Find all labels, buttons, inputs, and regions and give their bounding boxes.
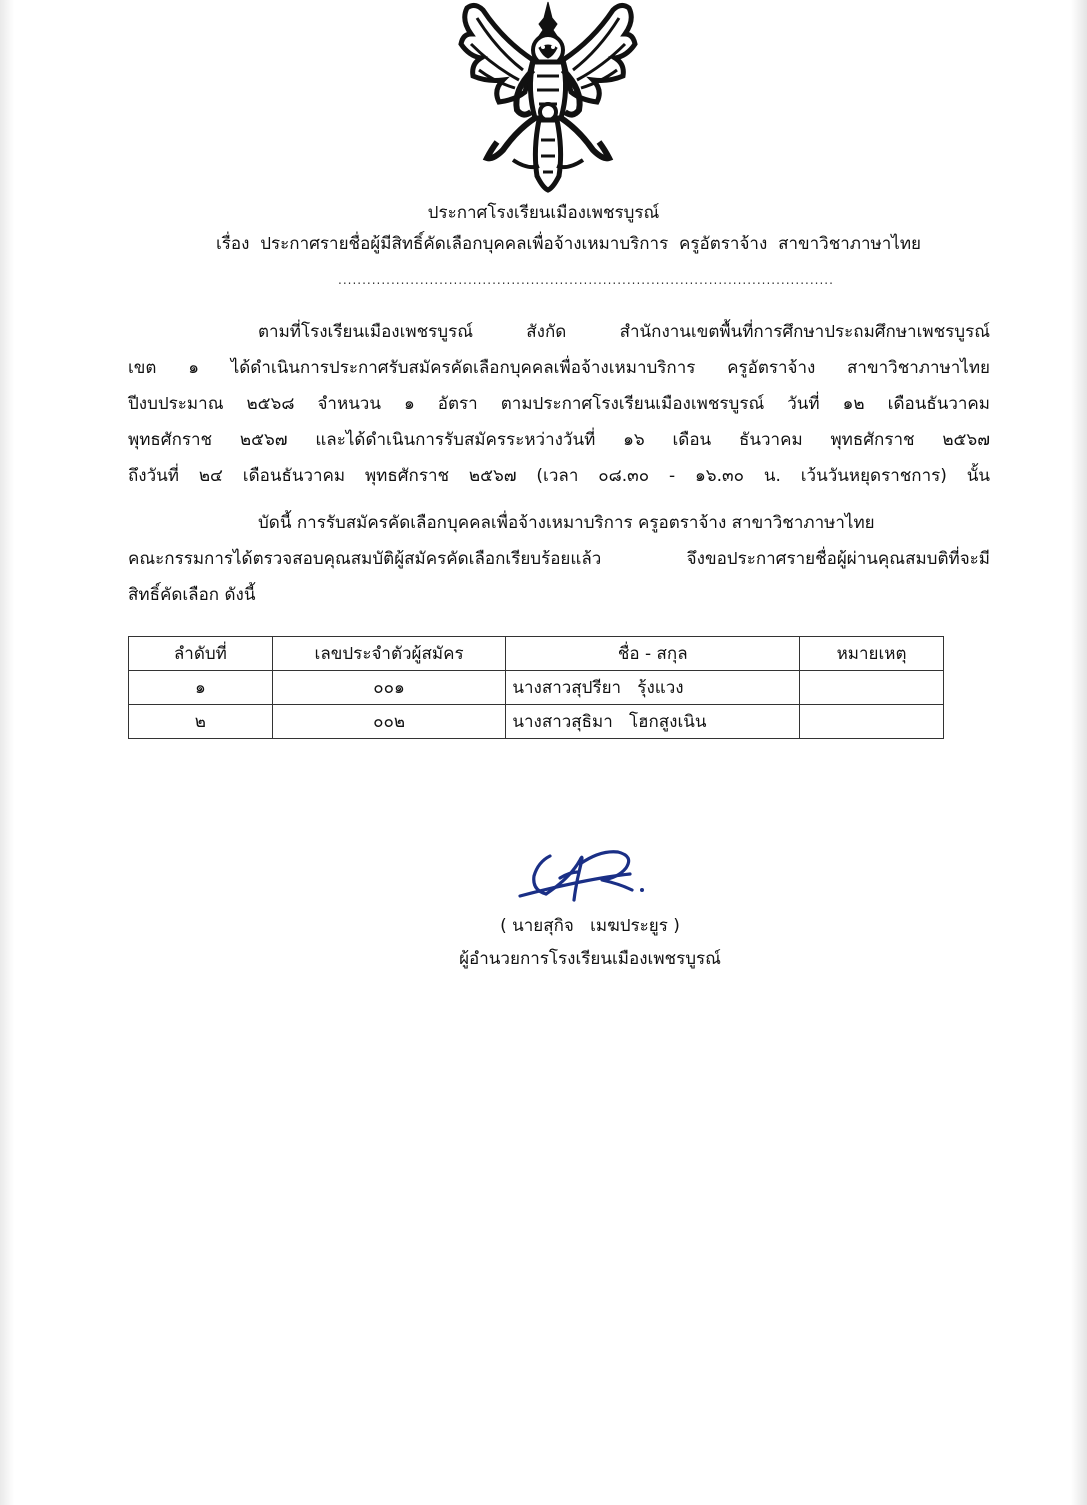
paragraph-line: สิทธิ์คัดเลือก ดังนี้ [128,585,256,605]
cell-remarks [800,671,944,705]
dotted-separator: ....................................................................................................... [338,273,834,287]
announcement-title: ประกาศโรงเรียนเมืองเพชรบูรณ์ [427,203,660,223]
column-header-order: ลำดับที่ [129,637,273,671]
cell-applicant-id: ๐๐๑ [272,671,506,705]
garuda-emblem-icon [453,0,643,192]
announcement-subject: เรื่อง ประกาศรายชื่อผู้มีสิทธิ์คัดเลือกบุคคลเพื่อจ้างเหมาบริการ ครูอัตราจ้าง สาขาวิชาภาษาไทย [215,234,922,254]
signer-block [390,910,790,976]
cell-full-name: นางสาวสุธิมา โฮกสูงเนิน [506,705,800,739]
column-header-applicant-id: เลขประจำตัวผู้สมัคร [272,637,506,671]
cell-order: ๒ [129,705,273,739]
page-shadow-right [1071,0,1087,1505]
signer-position: ผู้อำนวยการโรงเรียนเมืองเพชรบูรณ์ [459,949,721,969]
signer-name: ( นายสุกิจ เมฆประยูร ) [500,916,680,936]
paragraph-line: ตามที่โรงเรียนเมืองเพชรบูรณ์ สังกัด สำนักงานเขตพื้นที่การศึกษาประถมศึกษาเพชรบูรณ์ [258,322,990,342]
column-header-remarks: หมายเหตุ [800,637,944,671]
paragraph-announcement [128,505,990,613]
cell-order: ๑ [129,671,273,705]
paragraph-background [128,314,990,494]
announcement-header [60,198,1027,260]
paragraph-line: พุทธศักราช ๒๕๖๗ และได้ดำเนินการรับสมัครระหว่างวันที่ ๑๖ เดือน ธันวาคม พุทธศักราช ๒๕๖๗ [128,430,990,450]
page-shadow-left [0,0,14,1505]
paragraph-line: ถึงวันที่ ๒๔ เดือนธันวาคม พุทธศักราช ๒๕๖๗ (เวลา ๐๘.๓๐ - ๑๖.๓๐ น. เว้นวันหยุดราชการ) นั้น [128,466,990,486]
handwritten-signature-icon [510,838,660,916]
table-header-row [129,637,944,671]
paragraph-line: บัดนี้ การรับสมัครคัดเลือกบุคคลเพื่อจ้างเหมาบริการ ครูอตราจ้าง สาขาวิชาภาษาไทย [258,513,875,533]
cell-full-name: นางสาวสุปรียา รุ้งแวง [506,671,800,705]
candidate-table [128,636,944,739]
table-row [129,671,944,705]
cell-remarks [800,705,944,739]
paragraph-line: คณะกรรมการได้ตรวจสอบคุณสมบัติผู้สมัครคัดเลือกเรียบร้อยแล้ว จึงขอประกาศรายชื่อผู้ผ่านคุณสมบติที่จะมี [128,549,990,569]
column-header-full-name: ชื่อ - สกุล [506,637,800,671]
paragraph-line: ปีงบประมาณ ๒๕๖๘ จำหนวน ๑ อัตรา ตามประกาศโรงเรียนเมืองเพชรบูรณ์ วันที่ ๑๒ เดือนธันวาคม [128,394,990,414]
table-row [129,705,944,739]
cell-applicant-id: ๐๐๒ [272,705,506,739]
paragraph-line: เขต ๑ ได้ดำเนินการประกาศรับสมัครคัดเลือกบุคคลเพื่อจ้างเหมาบริการ ครูอัตราจ้าง สาขาวิชาภาษาไทย [128,358,990,378]
